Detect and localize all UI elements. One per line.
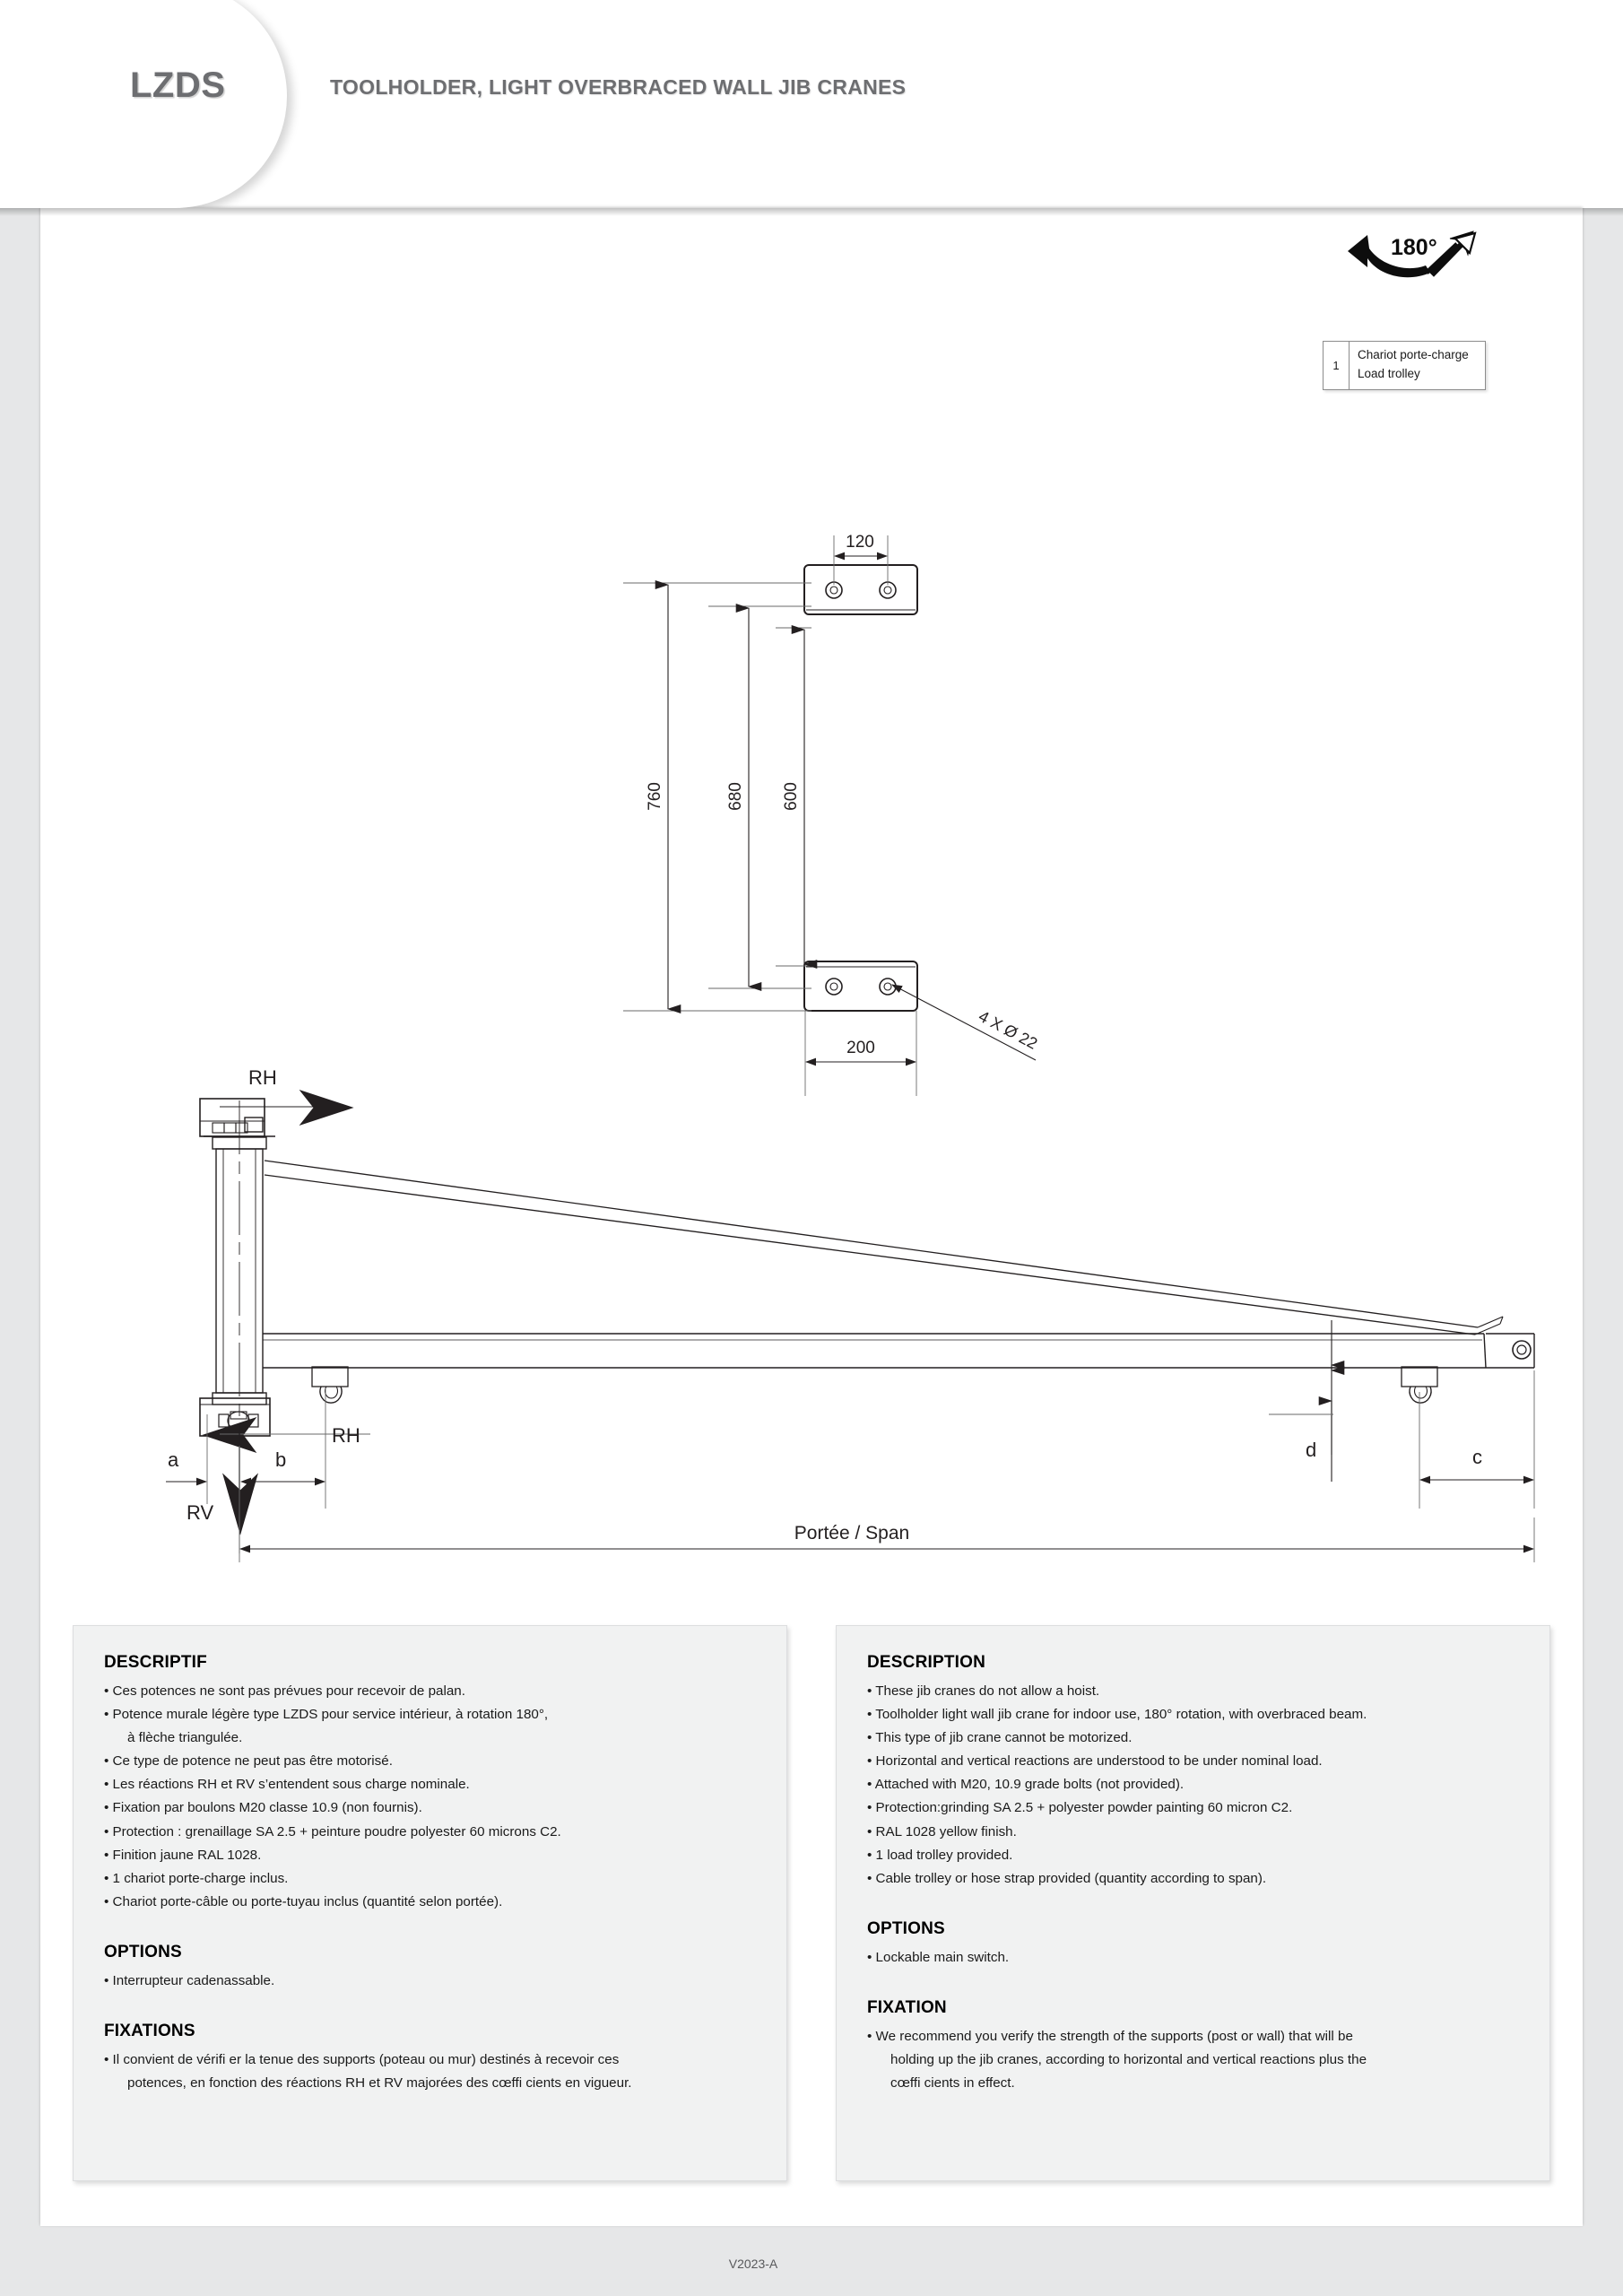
dim-label-760: 760 [646,782,664,811]
description-list [867,1681,1519,1889]
upper-mounting-plate [804,565,917,614]
list-item: • This type of jib crane cannot be motorized. [867,1727,1519,1748]
hole-note-label: 4 X Ø 22 [976,1006,1041,1053]
content-sheet [40,208,1583,2226]
list-item: • Il convient de vérifi er la tenue des supports (poteau ou mur) destinés à recevoir ces [104,2049,756,2070]
label-d: d [1306,1439,1317,1461]
list-item: potences, en fonction des réactions RH et RV majorées des cœffi cients en vigueur. [127,2075,632,2092]
list-item: • Attached with M20, 10.9 grade bolts (not provided). [867,1774,1519,1795]
label-rh-bottom: RH [332,1424,360,1447]
list-item: • Horizontal and vertical reactions are understood to be under nominal load. [867,1751,1519,1771]
list-item: • Ces potences ne sont pas prévues pour recevoir de palan. [104,1681,756,1701]
dim-label-680: 680 [726,782,745,811]
label-span: Portée / Span [794,1523,910,1544]
list-item: • Protection:grinding SA 2.5 + polyester powder painting 60 micron C2. [867,1797,1519,1818]
list-item: • These jib cranes do not allow a hoist. [867,1681,1519,1701]
list-item: • Chariot porte-câble ou porte-tuyau inclus (quantité selon portée). [104,1892,756,1912]
options-heading-en: OPTIONS [867,1918,945,1938]
list-item: cœffi cients in effect. [890,2075,1015,2092]
dim-label-120: 120 [846,533,874,552]
label-c: c [1472,1446,1482,1468]
list-item: • Ce type de potence ne peut pas être motorisé. [104,1751,756,1771]
list-item: • Cable trolley or hose strap provided (quantity according to span). [867,1868,1519,1889]
list-item: à flèche triangulée. [127,1730,243,1746]
dim-label-200: 200 [846,1039,875,1057]
legend-label-fr: Chariot porte-charge [1358,348,1469,361]
load-trolley-left [312,1367,348,1403]
overbrace-diagonal [265,1161,1503,1335]
list-item: • We recommend you verify the strength of the supports (post or wall) that will be [867,2026,1519,2047]
descriptif-box-fr [73,1625,787,2181]
options-list-fr [104,1970,756,1991]
list-item: • Potence murale légère type LZDS pour service intérieur, à rotation 180°, [104,1704,756,1725]
svg-text:180°: 180° [1391,235,1437,260]
list-item: • Les réactions RH et RV s’entendent sous charge nominale. [104,1774,756,1795]
legend-item-number: 1 [1324,342,1350,389]
lower-mounting-plate [804,961,917,1011]
legend-label-en: Load trolley [1358,366,1420,380]
list-item: • Toolholder light wall jib crane for indoor use, 180° rotation, with overbraced beam. [867,1704,1519,1725]
legend-table [1323,341,1486,390]
technical-drawing [40,208,1583,1580]
main-beam [263,1334,1486,1368]
fixations-list-fr [104,2049,756,2093]
header-shadow [0,208,1623,216]
fixation-heading-en: FIXATION [867,1997,947,2017]
description-box-en [836,1625,1550,2181]
top-wall-bracket [200,1099,275,1136]
product-code: LZDS [130,65,226,105]
descriptif-heading: DESCRIPTIF [104,1653,207,1672]
list-item: • Lockable main switch. [867,1947,1519,1968]
label-a: a [168,1448,179,1471]
rotation-180-icon [1341,226,1484,289]
footer-version: V2023-A [728,2257,778,2271]
list-item: • 1 chariot porte-charge inclus. [104,1868,756,1889]
list-item: • Protection : grenaillage SA 2.5 + peinture poudre polyester 60 microns C2. [104,1822,756,1842]
label-rh-top: RH [248,1066,277,1089]
description-heading: DESCRIPTION [867,1653,986,1672]
legend-item-text [1350,342,1485,389]
list-item: • Fixation par boulons M20 classe 10.9 (non fournis). [104,1797,756,1818]
descriptif-list [104,1681,756,1912]
list-item: • 1 load trolley provided. [867,1845,1519,1866]
label-rv: RV [187,1501,214,1524]
list-item: • Finition jaune RAL 1028. [104,1845,756,1866]
options-heading-fr: OPTIONS [104,1942,182,1961]
description-columns [73,1625,1550,2181]
fixation-list-en [867,2026,1519,2093]
label-b: b [275,1448,287,1471]
page-title: TOOLHOLDER, LIGHT OVERBRACED WALL JIB CRANES [330,75,907,99]
page-header [0,0,1623,208]
list-item: holding up the jib cranes, according to horizontal and vertical reactions plus the [890,2052,1367,2068]
dim-label-600: 600 [782,782,801,811]
right-margin-band [1583,208,1623,2296]
options-list-en [867,1947,1519,1968]
list-item: • Interrupteur cadenassable. [104,1970,756,1991]
fixations-heading-fr: FIXATIONS [104,2022,195,2041]
list-item: • RAL 1028 yellow finish. [867,1822,1519,1842]
left-margin-band [0,208,40,2296]
